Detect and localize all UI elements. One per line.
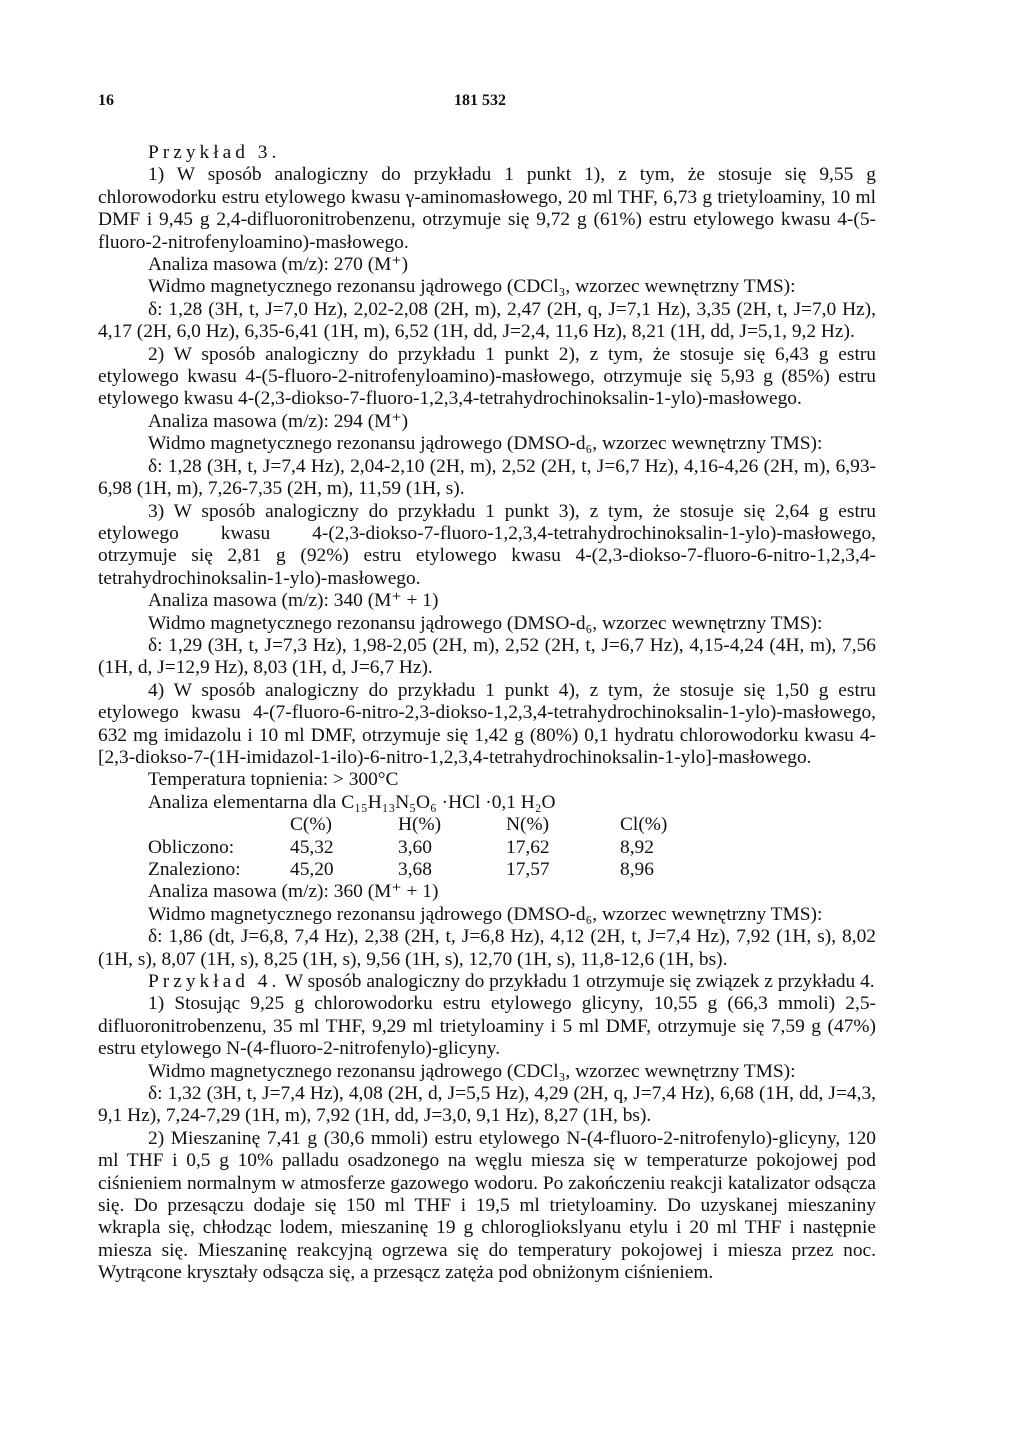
example-4-intro (98, 971, 876, 993)
elem-col-cl: Cl(%) (620, 814, 668, 836)
nmr-heading: Widmo magnetycznego rezonansu jądrowego (DMSO-d₆, wzorzec wewnętrzny TMS): (148, 903, 823, 925)
nmr-heading: Widmo magnetycznego rezonansu jądrowego (CDCl₃, wzorzec wewnętrzny TMS): (148, 1060, 796, 1082)
elem-cell: 3,60 (398, 836, 432, 858)
nmr-data: δ: 1,32 (3H, t, J=7,4 Hz), 4,08 (2H, d, J=5,5 Hz), 4,29 (2H, q, J=7,4 Hz), 6,68 (1H, dd, J=4,3, 9,1 Hz), 7,24-7,29 (1H, m), 7,92 (1H, dd, J=3,0, 9,1 Hz), 8,27 (1H, bs). (98, 1083, 876, 1127)
mass-analysis: Analiza masowa (m/z): 294 (M⁺) (148, 410, 409, 432)
elem-col-n: N(%) (506, 814, 550, 836)
page-number: 16 (98, 92, 114, 109)
example-4-heading: Przykład 4. (148, 970, 281, 992)
elem-cell: 45,20 (290, 858, 334, 880)
example-4-intro-text: W sposób analogiczny do przykładu 1 otrzymuje się związek z przykładu 4. (284, 970, 875, 992)
elem-cell: 3,68 (398, 858, 432, 880)
elemental-table-header (98, 814, 876, 836)
example-4-step-2: 2) Mieszaninę 7,41 g (30,6 mmoli) estru etylowego N-(4-fluoro-2-nitrofenylo)-glicyny, 120 ml THF i 0,5 g 10% palladu osadzonego na węglu miesza się w temperaturze pokojowej pod ciśnieniem normalnym w atmosferze gazowego wodoru. Po zakończeniu reakcji katalizator odsącza się. Do przesączu dodaje się 150 ml THF i 19,5 ml trietyloaminy. Do uzyskanej mieszaniny wkrapla się, chłodząc lodem, mieszaninę 19 g chlorogliokslyanu etylu i 20 ml THF i następnie miesza się. Mieszaninę reakcyjną ogrzewa się do temperatury pokojowej i miesza przez noc. Wytrącone kryształy odsącza się, a przesącz zatęża pod obniżonym ciśnieniem. (98, 1127, 876, 1284)
page-header (98, 92, 928, 116)
example-3-heading: Przykład 3. (148, 142, 281, 163)
nmr-heading: Widmo magnetycznego rezonansu jądrowego (DMSO-d₆, wzorzec wewnętrzny TMS): (148, 433, 823, 455)
nmr-data: δ: 1,28 (3H, t, J=7,4 Hz), 2,04-2,10 (2H, m), 2,52 (2H, t, J=6,7 Hz), 4,16-4,26 (2H, m), 6,93-6,98 (1H, m), 7,26-7,35 (2H, m), 11,59 (1H, s). (98, 455, 876, 500)
melting-point: Temperatura topnienia: > 300°C (148, 769, 399, 791)
mass-analysis: Analiza masowa (m/z): 340 (M⁺ + 1) (148, 590, 439, 612)
nmr-data: δ: 1,86 (dt, J=6,8, 7,4 Hz), 2,38 (2H, t, J=6,8 Hz), 4,12 (2H, t, J=7,4 Hz), 7,92 (1H, s), 8,02 (1H, s), 8,07 (1H, s), 8,25 (1H, s), 9,56 (1H, s), 12,70 (1H, s), 11,8-12,6 (1H, bs). (98, 926, 876, 970)
mass-analysis: Analiza masowa (m/z): 270 (M⁺) (148, 254, 409, 276)
nmr-heading: Widmo magnetycznego rezonansu jądrowego (CDCl₃, wzorzec wewnętrzny TMS): (148, 276, 796, 298)
example-3-step-4: 4) W sposób analogiczny do przykładu 1 punkt 4), z tym, że stosuje się 1,50 g estru etylowego kwasu 4-(7-fluoro-6-nitro-2,3-diokso-1,2,3,4-tetrahydrochinoksalin-1-ylo)-masłowego, 632 mg imidazolu i 10 ml DMF, otrzymuje się 1,42 g (80%) 0,1 hydratu chlorowodorku kwasu 4-[2,3-diokso-7-(1H-imidazol-1-ilo)-6-nitro-1,2,3,4-tetrahydrochinoksalin-1-ylo]-masłowego. (98, 679, 876, 768)
example-3-step-2: 2) W sposób analogiczny do przykładu 1 punkt 2), z tym, że stosuje się 6,43 g estru etylowego kwasu 4-(5-fluoro-2-nitrofenyloamino)-masłowego, otrzymuje się 5,93 g (85%) estru etylowego kwasu 4-(2,3-diokso-7-fluoro-1,2,3,4-tetrahydrochinoksalin-1-ylo)-masłowego. (98, 343, 876, 410)
elem-cell: 17,62 (506, 836, 550, 858)
elemental-table-row (98, 859, 876, 881)
nmr-data: δ: 1,29 (3H, t, J=7,3 Hz), 1,98-2,05 (2H, m), 2,52 (2H, t, J=6,7 Hz), 4,15-4,24 (4H, m), 7,56 (1H, d, J=12,9 Hz), 8,03 (1H, d, J=6,7 Hz). (98, 634, 876, 679)
elem-cell: 45,32 (290, 836, 334, 858)
elem-row-label: Obliczono: (148, 836, 235, 858)
elem-row-label: Znaleziono: (148, 858, 241, 880)
elem-col-h: H(%) (398, 814, 442, 836)
elem-cell: 8,96 (620, 858, 654, 880)
elem-col-c: C(%) (290, 814, 333, 836)
example-3-step-1: 1) W sposób analogiczny do przykładu 1 punkt 1), z tym, że stosuje się 9,55 g chlorowodorku estru etylowego kwasu γ-aminomasłowego, 20 ml THF, 6,73 g trietyloaminy, 10 ml DMF i 9,45 g 2,4-difluoronitrobenzenu, otrzymuje się 9,72 g (61%) estru etylowego kwasu 4-(5-fluoro-2-nitrofenyloamino)-masłowego. (98, 164, 876, 253)
example-4-step-1: 1) Stosując 9,25 g chlorowodorku estru etylowego glicyny, 10,55 g (66,3 mmoli) 2,5-difluoronitrobenzenu, 35 ml THF, 9,29 ml trietyloaminy i 5 ml DMF, otrzymuje się 7,59 g (47%) estru etylowego N-(4-fluoro-2-nitrofenylo)-glicyny. (98, 993, 876, 1060)
patent-number: 181 532 (454, 92, 506, 109)
elemental-analysis-title: Analiza elementarna dla C₁₅H₁₃N₅O₆ ·HCl ·0,1 H₂O (148, 791, 556, 813)
document-body (98, 142, 876, 1285)
mass-analysis: Analiza masowa (m/z): 360 (M⁺ + 1) (148, 881, 439, 903)
elemental-table-row (98, 837, 876, 859)
elem-cell: 8,92 (620, 836, 654, 858)
elem-cell: 17,57 (506, 858, 550, 880)
nmr-data: δ: 1,28 (3H, t, J=7,0 Hz), 2,02-2,08 (2H, m), 2,47 (2H, q, J=7,1 Hz), 3,35 (2H, t, J=7,0 Hz), 4,17 (2H, 6,0 Hz), 6,35-6,41 (1H, m), 6,52 (1H, dd, J=2,4, 11,6 Hz), 8,21 (1H, dd, J=5,1, 9,2 Hz). (98, 298, 876, 343)
nmr-heading: Widmo magnetycznego rezonansu jądrowego (DMSO-d₆, wzorzec wewnętrzny TMS): (148, 612, 823, 634)
example-3-step-3: 3) W sposób analogiczny do przykładu 1 punkt 3), z tym, że stosuje się 2,64 g estru etylowego kwasu 4-(2,3-diokso-7-fluoro-1,2,3,4-tetrahydrochinoksalin-1-ylo)-masłowego, otrzymuje się 2,81 g (92%) estru etylowego kwasu 4-(2,3-diokso-7-fluoro-6-nitro-1,2,3,4-tetrahydrochinoksalin-1-ylo)-masłowego. (98, 500, 876, 589)
